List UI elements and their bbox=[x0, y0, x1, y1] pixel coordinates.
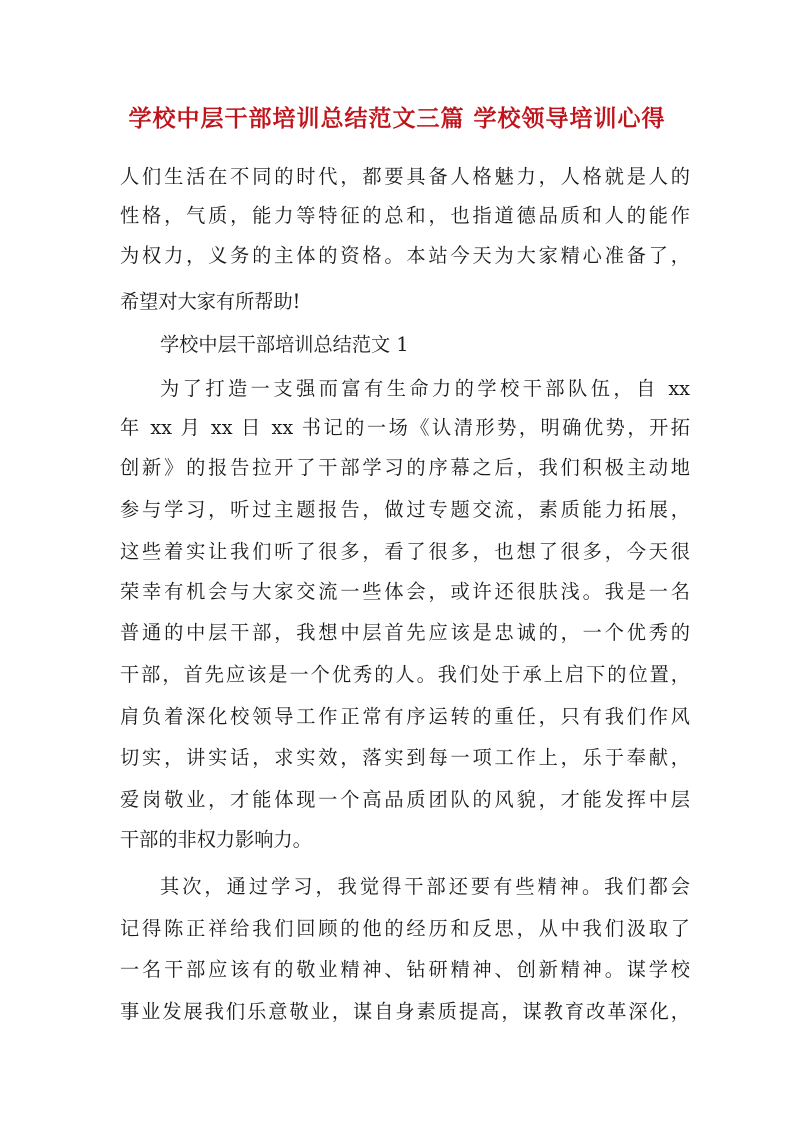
body-line: 性格，气质，能力等特征的总和，也指道德品质和人的能作 bbox=[120, 204, 690, 227]
body-line: 创新》的报告拉开了干部学习的序幕之后，我们积极主动地 bbox=[120, 456, 690, 479]
body-line: 记得陈正祥给我们回顾的他的经历和反思，从中我们汲取了 bbox=[120, 917, 690, 940]
body-line: 希望对大家有所帮助! bbox=[120, 290, 301, 313]
document-title: 学校中层干部培训总结范文三篇 学校领导培训心得 bbox=[128, 105, 666, 132]
body-line: 普通的中层干部，我想中层首先应该是忠诚的，一个优秀的 bbox=[120, 621, 690, 644]
body-line: 肩负着深化校领导工作正常有序运转的重任，只有我们作风 bbox=[120, 705, 690, 728]
section-heading: 学校中层干部培训总结范文 1 bbox=[160, 333, 409, 356]
body-line: 干部，首先应该是一个优秀的人。我们处于承上启下的位置， bbox=[120, 663, 690, 686]
body-line: 荣幸有机会与大家交流一些体会，或许还很肤浅。我是一名 bbox=[120, 580, 690, 603]
body-line: 切实，讲实话，求实效，落实到每一项工作上，乐于奉献， bbox=[120, 746, 690, 769]
body-line: 爱岗敬业，才能体现一个高品质团队的风貌，才能发挥中层 bbox=[120, 788, 690, 811]
body-line: 为权力，义务的主体的资格。本站今天为大家精心准备了， bbox=[120, 244, 690, 267]
body-line: 这些着实让我们听了很多，看了很多，也想了很多，今天很 bbox=[120, 540, 690, 563]
body-line: 其次，通过学习，我觉得干部还要有些精神。我们都会 bbox=[160, 875, 690, 898]
body-line: 为了打造一支强而富有生命力的学校干部队伍，自 xx bbox=[160, 377, 690, 400]
body-line: 人们生活在不同的时代，都要具备人格魅力，人格就是人的 bbox=[120, 165, 690, 188]
body-line: 参与学习，听过主题报告，做过专题交流，素质能力拓展， bbox=[120, 498, 690, 521]
body-line: 干部的非权力影响力。 bbox=[120, 828, 312, 851]
body-line: 年 xx 月 xx 日 xx 书记的一场《认清形势，明确优势，开拓 bbox=[120, 416, 690, 439]
body-line: 事业发展我们乐意敬业，谋自身素质提高，谋教育改革深化， bbox=[120, 1000, 690, 1023]
body-line: 一名干部应该有的敬业精神、钻研精神、创新精神。谋学校 bbox=[120, 958, 690, 981]
